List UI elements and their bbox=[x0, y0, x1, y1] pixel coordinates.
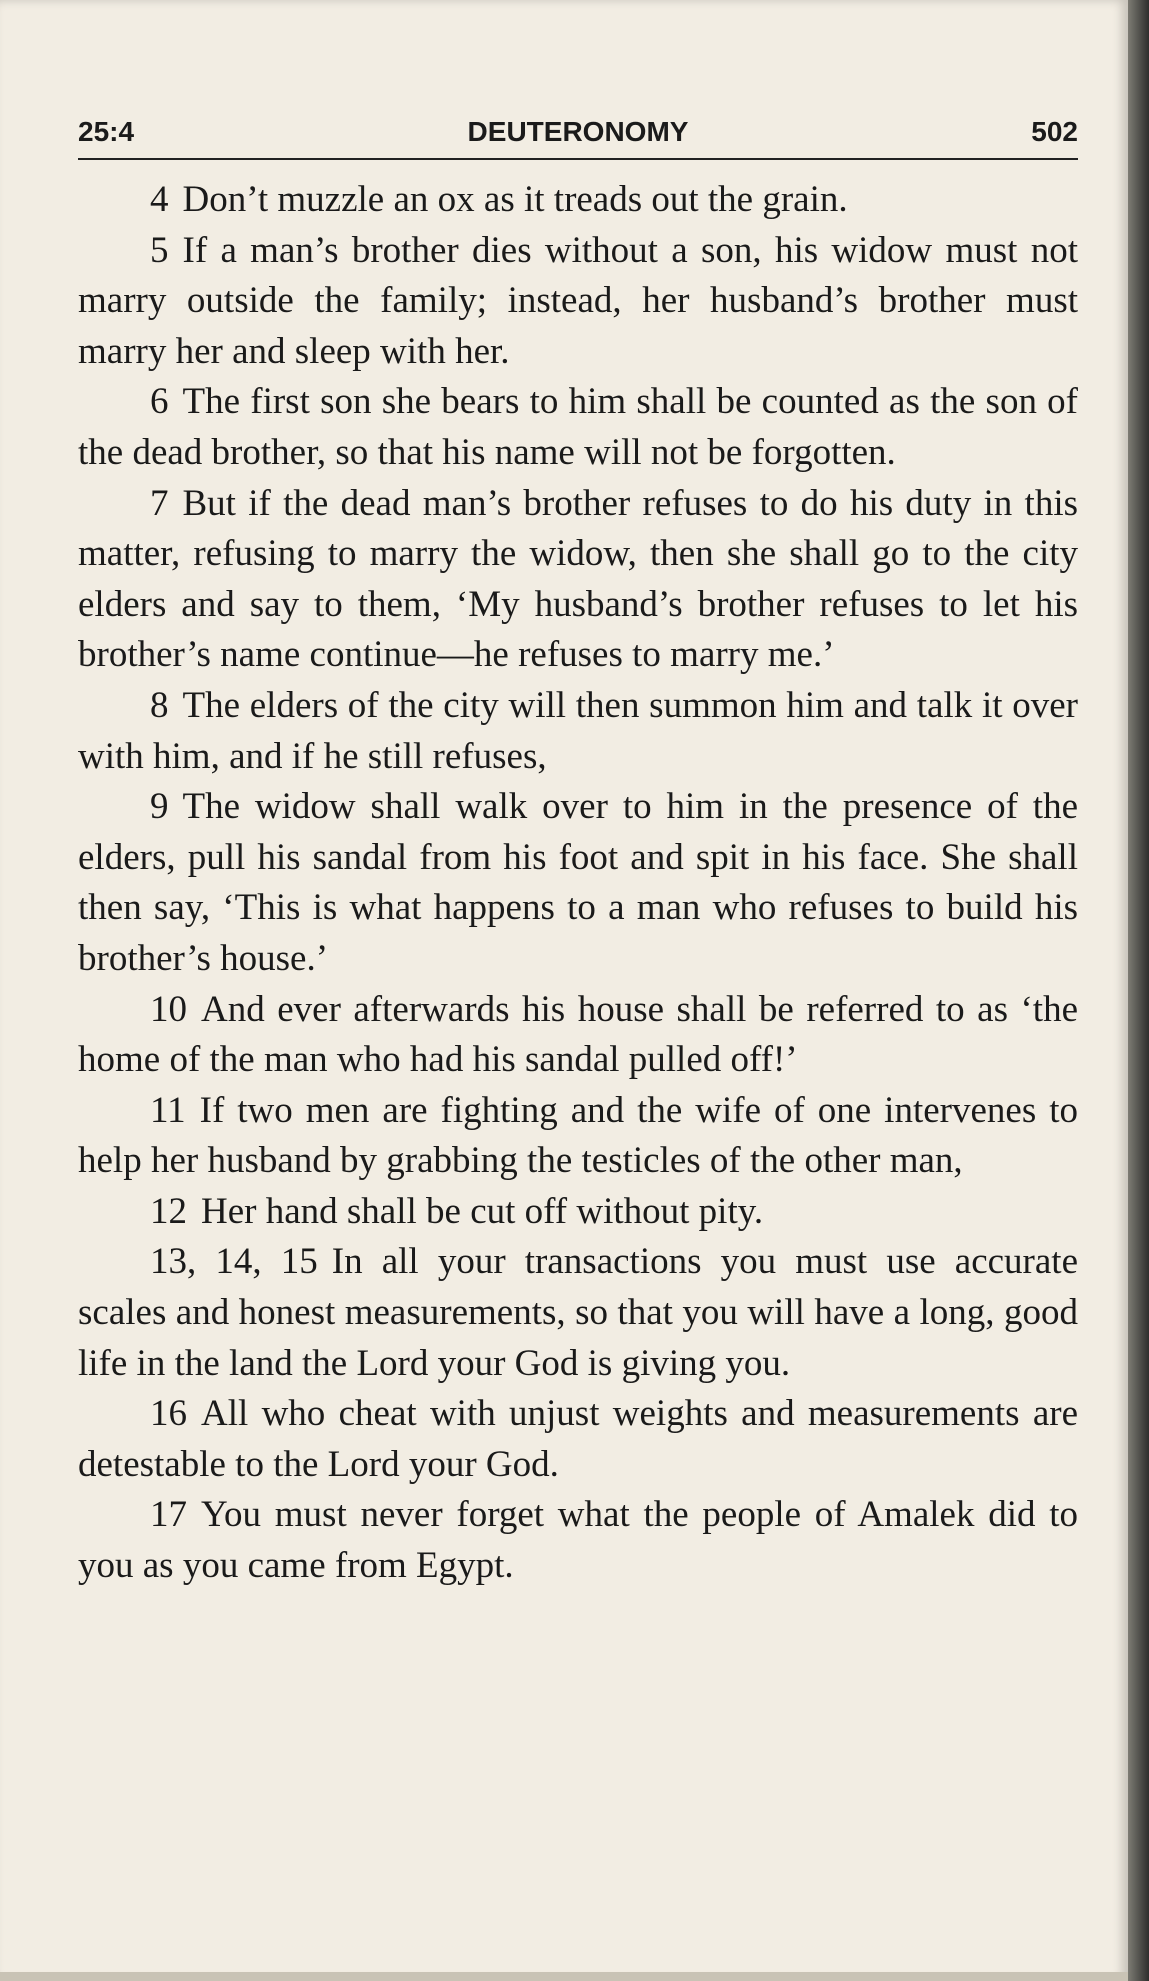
verse-10 bbox=[78, 985, 1078, 1086]
book-title: DEUTERONOMY bbox=[467, 116, 689, 147]
verse-text: The elders of the city will then summon him and talk it over with him, and if he still refuses, bbox=[78, 684, 1078, 777]
verse-text: Her hand shall be cut off without pity. bbox=[201, 1190, 764, 1232]
verse-text: And ever afterwards his house shall be referred to as ‘the home of the man who had his sandal pulled off!’ bbox=[78, 988, 1078, 1081]
verse-number: 10 bbox=[150, 988, 187, 1030]
verse-number: 13, 14, 15 bbox=[150, 1241, 318, 1283]
verse-number: 4 bbox=[150, 179, 169, 220]
verse-text: In all your transactions you must use accurate scales and honest measurements, so that you will have a long, good life in the land the Lord your God is giving you. bbox=[78, 1241, 1079, 1384]
verse-number: 12 bbox=[150, 1190, 187, 1232]
verse-number: 11 bbox=[150, 1089, 186, 1131]
verse-number: 17 bbox=[150, 1494, 187, 1536]
verse-number: 8 bbox=[150, 684, 169, 726]
verse-17 bbox=[78, 1490, 1078, 1591]
verse-text: The first son she bears to him shall be counted as the son of the dead brother, so that his name will not be forgotten. bbox=[78, 381, 1078, 473]
verse-13-14-15 bbox=[78, 1237, 1078, 1389]
chapter-verse-reference: 25:4 bbox=[78, 116, 135, 147]
verse-number: 16 bbox=[150, 1393, 187, 1435]
verse-text: If two men are fighting and the wife of one intervenes to help her husband by grabbing the testicles of the other man, bbox=[78, 1089, 1078, 1182]
verse-16 bbox=[78, 1389, 1078, 1490]
book-spine-edge bbox=[1128, 0, 1149, 1981]
verse-text: You must never forget what the people of Amalek did to you as you came from Egypt. bbox=[78, 1494, 1078, 1587]
verse-8 bbox=[78, 681, 1078, 782]
verse-number: 7 bbox=[150, 482, 169, 524]
verse-text: All who cheat with unjust weights and measurements are detestable to the Lord your God. bbox=[78, 1393, 1078, 1485]
running-head bbox=[78, 112, 1078, 160]
verse-number: 9 bbox=[150, 786, 169, 828]
verse-7 bbox=[78, 479, 1078, 681]
page-bottom-edge bbox=[0, 1972, 1128, 1981]
verse-11 bbox=[78, 1086, 1078, 1187]
verse-text-block bbox=[78, 175, 1078, 1592]
verse-5 bbox=[78, 226, 1078, 378]
verse-12 bbox=[78, 1187, 1078, 1238]
verse-text: Don’t muzzle an ox as it treads out the grain. bbox=[182, 179, 848, 220]
verse-text: But if the dead man’s brother refuses to do his duty in this matter, refusing to marry the widow, then she shall go to the city elders and say to them, ‘My husband’s brother refuses to let his brother’s name continue—he refuses to marry me.’ bbox=[78, 482, 1078, 676]
verse-text: If a man’s brother dies without a son, his widow must not marry outside the family; instead, her husband’s brother must marry her and sleep with her. bbox=[78, 229, 1078, 372]
verse-number: 5 bbox=[150, 229, 169, 271]
verse-9 bbox=[78, 782, 1078, 984]
verse-number: 6 bbox=[150, 381, 169, 423]
page-number: 502 bbox=[1031, 116, 1078, 147]
verse-4 bbox=[78, 175, 1078, 226]
verse-text: The widow shall walk over to him in the presence of the elders, pull his sandal from his foot and spit in his face. She shall then say, ‘This is what happens to a man who refuses to build his brother’s house.’ bbox=[78, 786, 1078, 979]
verse-6 bbox=[78, 377, 1078, 478]
